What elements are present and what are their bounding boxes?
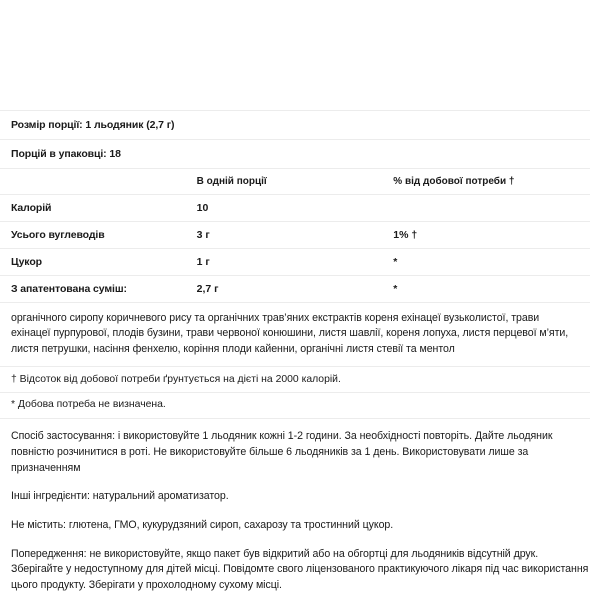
table-row xyxy=(0,195,590,222)
nutrient-name: Калорій xyxy=(0,195,197,222)
table-row-footnote-dagger xyxy=(0,367,590,393)
nutrient-name: Цукор xyxy=(0,249,197,276)
table-row xyxy=(0,249,590,276)
warning-text: Попередження: не використовуйте, якщо пакет був відкритий або на обгортці для льодяників відсутній друк. Зберігайте у недоступному для дітей місці. Повідомте свого ліцензованого практикуючого лікаря під час використання цього продукту. Зберігати у прохолодному сухому місці. xyxy=(11,547,589,592)
nutrient-daily-value xyxy=(393,195,590,222)
nutrient-daily-value: * xyxy=(393,249,590,276)
table-row xyxy=(0,276,590,303)
nutrient-amount: 10 xyxy=(197,195,394,222)
column-header-name xyxy=(0,169,197,195)
table-row-footnote-asterisk xyxy=(0,393,590,419)
table-row-servings-per-container xyxy=(0,140,590,169)
other-ingredients-text: Інші інгредієнти: натуральний ароматизатор. xyxy=(11,489,229,502)
serving-size-label: Розмір порції: 1 льодяник (2,7 г) xyxy=(0,111,590,140)
directions-text: Спосіб застосування: і використовуйте 1 льодяник кожні 1-2 години. За необхідності повторіть. Дайте льодяник повністю розчинитися в роті. Не використовуйте більше 6 льодяників за 1 день. Використовувати лише за призначенням xyxy=(11,430,553,474)
column-header-amount-per-serving: В одній порції xyxy=(197,169,394,195)
servings-per-container-label: Порцій в упаковці: 18 xyxy=(0,140,590,169)
top-spacer xyxy=(0,0,600,110)
nutrition-facts-table xyxy=(0,110,590,418)
nutrient-amount: 1 г xyxy=(197,249,394,276)
nutrient-amount: 3 г xyxy=(197,222,394,249)
nutrient-amount: 2,7 г xyxy=(197,276,394,303)
footnote-asterisk: * Добова потреба не визначена. xyxy=(0,393,590,419)
table-header-row xyxy=(0,169,590,195)
nutrient-daily-value: 1% † xyxy=(393,222,590,249)
table-row-serving-size xyxy=(0,111,590,140)
nutrient-name: З апатентована суміш: xyxy=(0,276,197,303)
proprietary-blend-ingredients: органічного сиропу коричневого рису та органічних трав’яних екстрактів кореня ехінацеї вузьколистої, трави ехінацеї пурпурової, плодів бузини, трави червоної конюшини, листя шавлії, кореня лопуха, листя перцевої м’яти, листя петрушки, насіння фенхелю, коріння плоди кайенни, органічні листя стевії та ментол xyxy=(0,303,590,367)
footnote-dagger: † Відсоток від добової потреби ґрунтується на дієті на 2000 калорій. xyxy=(0,367,590,393)
table-row-proprietary-blend xyxy=(0,303,590,367)
nutrient-name: Усього вуглеводів xyxy=(0,222,197,249)
table-row xyxy=(0,222,590,249)
column-header-percent-daily-value: % від добової потреби † xyxy=(393,169,590,195)
nutrient-daily-value: * xyxy=(393,276,590,303)
free-from-text: Не містить: глютена, ГМО, кукурудзяний сироп, сахарозу та тростинний цукор. xyxy=(11,518,394,531)
